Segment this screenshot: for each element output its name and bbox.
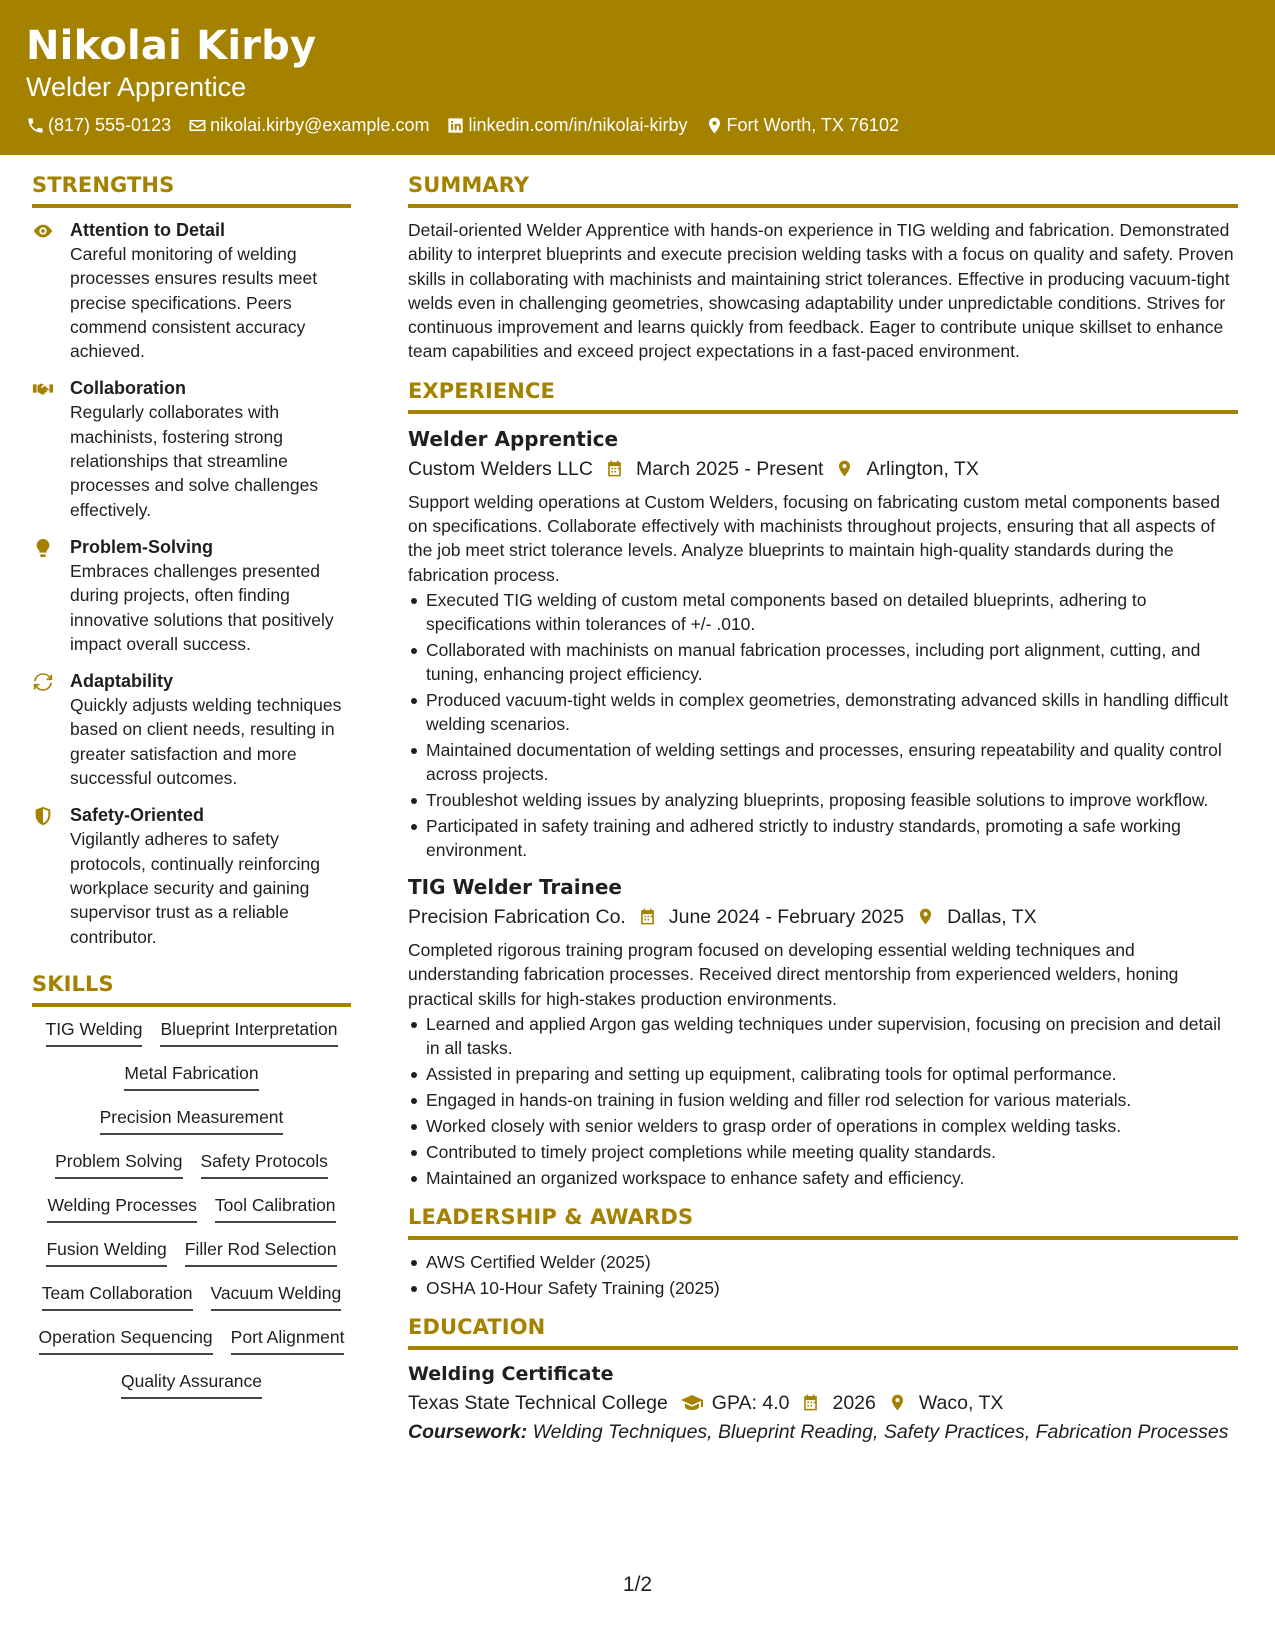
job-bullet: Engaged in hands-on training in fusion welding and filler rod selection for various materials.: [408, 1088, 1238, 1112]
job-bullet: Maintained an organized workspace to enhance safety and efficiency.: [408, 1166, 1238, 1190]
job-bullets: [408, 1012, 1238, 1190]
school-location: Waco, TX: [918, 1391, 1004, 1414]
strength-title: Safety-Oriented: [70, 805, 205, 826]
shield-icon: [32, 805, 54, 827]
strength-desc: Careful monitoring of welding processes ensures results meet precise specifications. Peers commend consistent accuracy achieved.: [70, 244, 318, 362]
skills-list: [32, 1017, 351, 1399]
phone-text: (817) 555-0123: [48, 115, 172, 135]
strength-item: [32, 535, 351, 656]
skill-tag: TIG Welding: [46, 1017, 143, 1047]
strengths-heading: STRENGTHS: [32, 170, 351, 208]
job-description: Support welding operations at Custom Welders, focusing on fabricating custom metal components based on specifications. Collaborate effectively with machinists throughout projects, ensuring that all aspects of the job meet strict tolerance levels. Analyze blueprints to maintain high-quality standards during the fabrication process.: [408, 491, 1220, 585]
job-bullet: Participated in safety training and adhered strictly to industry standards, promoting a safe working environment.: [408, 814, 1238, 862]
job-entry: [408, 872, 1238, 1190]
award-item: AWS Certified Welder (2025): [408, 1250, 1238, 1274]
skill-tag: Precision Measurement: [100, 1105, 284, 1135]
contact-row: [26, 114, 1249, 136]
job-meta: [408, 454, 1238, 484]
job-company: Precision Fabrication Co.: [408, 905, 626, 928]
gpa: GPA: 4.0: [711, 1391, 790, 1414]
right-column: [408, 170, 1238, 1444]
job-bullet: Contributed to timely project completions while meeting quality standards.: [408, 1140, 1238, 1164]
job-entry: [408, 424, 1238, 862]
strength-item: [32, 218, 351, 363]
linkedin-text: linkedin.com/in/nikolai-kirby: [468, 115, 688, 135]
calendar-icon: [801, 1393, 820, 1412]
strength-desc: Vigilantly adheres to safety protocols, continually reinforcing workplace security and gaining supervisor trust as a reliable contributor.: [70, 829, 320, 947]
strength-title: Attention to Detail: [70, 220, 225, 240]
candidate-name: Nikolai Kirby: [26, 23, 317, 69]
graduation-cap-icon: [680, 1391, 704, 1415]
job-dates: March 2025 - Present: [635, 457, 824, 480]
candidate-title: Welder Apprentice: [26, 72, 247, 102]
job-title: TIG Welder Trainee: [408, 874, 622, 899]
location-icon: [916, 907, 935, 926]
calendar-icon: [638, 907, 657, 926]
skill-tag: Filler Rod Selection: [185, 1237, 337, 1267]
summary-text: Detail-oriented Welder Apprentice with hands-on experience in TIG welding and fabrication. Demonstrated ability to interpret blueprints and execute precision welding tasks with a focus on quality and safety. Proven skills in collaborating with machinists and maintaining strict tolerances. Effective in producing vacuum-tight welds even in challenging geometries, showcasing adaptability under unpredictable conditions. Strives for continuous improvement and learns quickly from feedback. Eager to contribute unique skillset to enhance team capabilities and exceed project expectations in a fast-paced environment.: [408, 220, 1234, 362]
job-dates: June 2024 - February 2025: [668, 905, 905, 928]
skill-tag: Team Collaboration: [42, 1281, 193, 1311]
awards-heading: LEADERSHIP & AWARDS: [408, 1202, 1238, 1240]
degree-title: Welding Certificate: [408, 1362, 614, 1385]
job-title: Welder Apprentice: [408, 426, 619, 451]
award-item: OSHA 10-Hour Safety Training (2025): [408, 1276, 1238, 1300]
skills-heading: SKILLS: [32, 969, 351, 1007]
contact-phone[interactable]: [26, 114, 171, 136]
job-bullet: Produced vacuum-tight welds in complex geometries, demonstrating advanced skills in handling difficult welding scenarios.: [408, 688, 1238, 736]
contact-location: [705, 114, 899, 136]
strength-item: [32, 803, 351, 948]
summary-heading: SUMMARY: [408, 170, 1238, 208]
job-bullet: Troubleshot welding issues by analyzing blueprints, proposing feasible solutions to improve workflow.: [408, 788, 1238, 812]
strength-desc: Embraces challenges presented during projects, often finding innovative solutions that positively impact overall success.: [70, 560, 334, 654]
education-meta: [408, 1388, 1238, 1418]
job-location: Arlington, TX: [866, 457, 979, 480]
contact-email[interactable]: [188, 114, 429, 136]
skill-tag: Port Alignment: [231, 1325, 345, 1355]
coursework: [408, 1420, 1238, 1444]
skill-tag: Blueprint Interpretation: [160, 1017, 337, 1047]
resume-header: [0, 0, 1275, 155]
job-bullet: Worked closely with senior welders to grasp order of operations in complex welding tasks.: [408, 1114, 1238, 1138]
location-icon: [835, 459, 854, 478]
strength-title: Problem-Solving: [70, 536, 214, 557]
skill-tag: Safety Protocols: [201, 1149, 328, 1179]
contact-linkedin[interactable]: [446, 114, 687, 136]
eye-icon: [32, 220, 54, 242]
calendar-icon: [605, 459, 624, 478]
job-bullet: Collaborated with machinists on manual fabrication processes, including port alignment, cutting, and tuning, enhancing project efficiency.: [408, 638, 1238, 686]
email-text: nikolai.kirby@example.com: [210, 115, 430, 135]
job-meta: [408, 902, 1238, 932]
linkedin-icon: [446, 116, 465, 135]
location-icon: [705, 116, 724, 135]
awards-list: [408, 1250, 1238, 1300]
skill-tag: Vacuum Welding: [211, 1281, 342, 1311]
job-bullets: [408, 588, 1238, 862]
sync-icon: [32, 671, 54, 693]
skill-tag: Metal Fabrication: [124, 1061, 258, 1091]
job-bullet: Executed TIG welding of custom metal components based on detailed blueprints, adhering to specifications within tolerances of +/- .010.: [408, 588, 1238, 636]
job-company: Custom Welders LLC: [408, 457, 593, 480]
job-bullet: Learned and applied Argon gas welding techniques under supervision, focusing on precision and detail in all tasks.: [408, 1012, 1238, 1060]
location-icon: [888, 1393, 907, 1412]
location-text: Fort Worth, TX 76102: [726, 115, 899, 135]
job-bullet: Assisted in preparing and setting up equipment, calibrating tools for optimal performance.: [408, 1062, 1238, 1086]
strength-item: [32, 376, 351, 521]
handshake-icon: [32, 378, 54, 400]
strength-title: Collaboration: [70, 378, 186, 399]
strength-item: [32, 669, 351, 790]
strength-desc: Quickly adjusts welding techniques based on client needs, resulting in greater satisfaction and more successful outcomes.: [70, 695, 342, 789]
coursework-label: Coursework:: [408, 1420, 528, 1443]
school-name: Texas State Technical College: [408, 1391, 668, 1414]
job-bullet: Maintained documentation of welding settings and processes, ensuring repeatability and quality control across projects.: [408, 738, 1238, 786]
skill-tag: Welding Processes: [47, 1193, 196, 1223]
experience-heading: EXPERIENCE: [408, 376, 1238, 414]
coursework-list: Welding Techniques, Blueprint Reading, Safety Practices, Fabrication Processes: [532, 1420, 1229, 1443]
skill-tag: Fusion Welding: [46, 1237, 166, 1267]
left-column: [32, 170, 351, 1399]
phone-icon: [26, 116, 45, 135]
email-icon: [188, 116, 207, 135]
job-description: Completed rigorous training program focused on developing essential welding techniques and understanding fabrication processes. Received direct mentorship from experienced welders, honing practical skills for high-stakes production environments.: [408, 939, 1179, 1009]
strength-desc: Regularly collaborates with machinists, fostering strong relationships that streamline processes and solve challenges effectively.: [70, 402, 319, 520]
lightbulb-icon: [32, 537, 54, 559]
skill-tag: Quality Assurance: [121, 1369, 262, 1399]
graduation-year: 2026: [832, 1391, 876, 1414]
skill-tag: Operation Sequencing: [39, 1325, 213, 1355]
skill-tag: Problem Solving: [55, 1149, 182, 1179]
page-number: 1/2: [622, 1573, 653, 1596]
strength-title: Adaptability: [70, 671, 174, 692]
job-location: Dallas, TX: [947, 905, 1037, 928]
education-heading: EDUCATION: [408, 1312, 1238, 1350]
skill-tag: Tool Calibration: [215, 1193, 336, 1223]
